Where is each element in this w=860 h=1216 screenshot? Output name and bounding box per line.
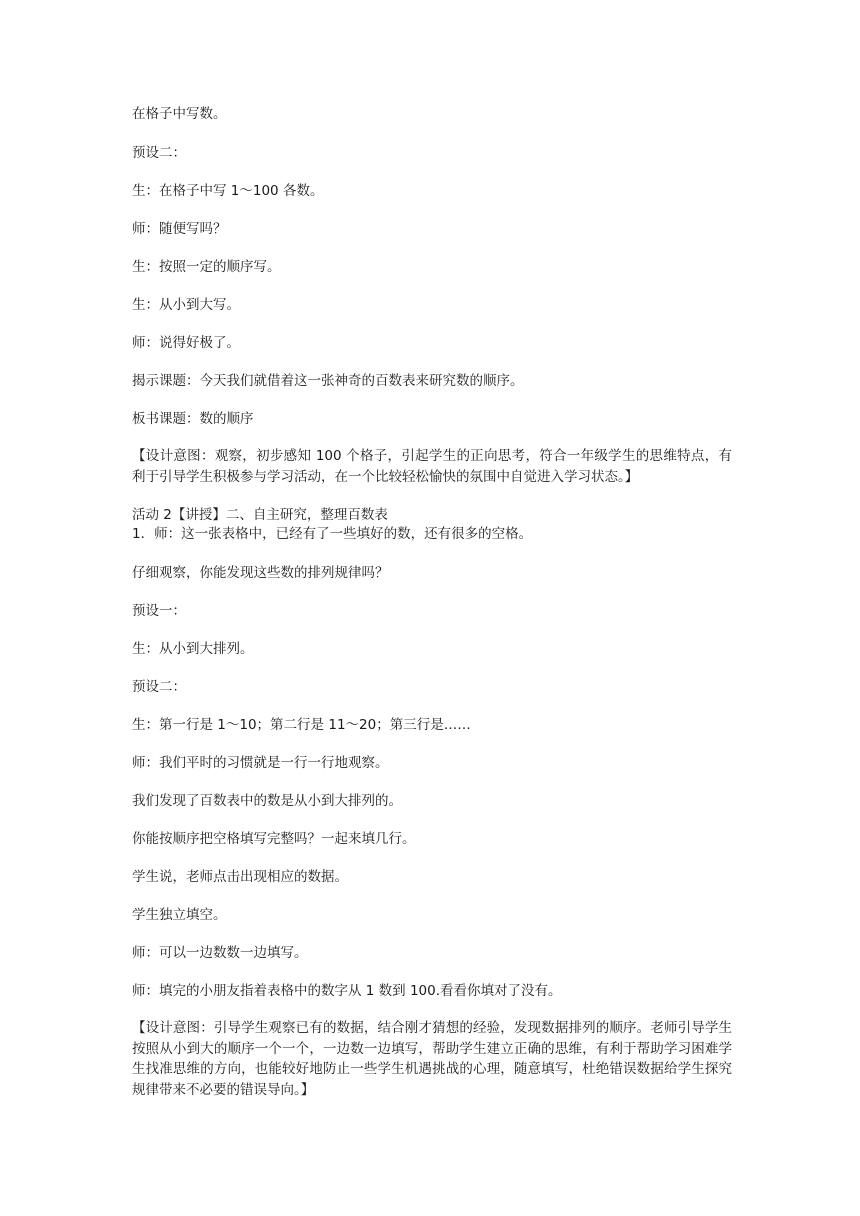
text-line: 师：填完的小朋友指着表格中的数字从 1 数到 100.看看你填对了没有。 [132,983,562,999]
design-intent-paragraph: 【设计意图：观察，初步感知 100 个格子，引起学生的正向思考，符合一年级学生的思维特点，有利于引导学生积极参与学习活动，在一个比较轻松愉快的氛围中自觉进入学习状态。】 [132,448,732,485]
text-line: 预设二： [132,679,186,695]
text-line: 揭示课题：今天我们就借着这一张神奇的百数表来研究数的顺序。 [132,373,524,389]
text-line: 师：我们平时的习惯就是一行一行地观察。 [132,755,389,771]
text-line: 师：可以一边数数一边填写。 [132,945,308,961]
text-line: 板书课题：数的顺序 [132,411,254,427]
text-line: 师：说得好极了。 [132,335,240,351]
text-line: 生：第一行是 1～10；第二行是 11～20；第三行是…… [132,717,471,733]
text-line: 生：按照一定的顺序写。 [132,259,281,275]
text-line: 你能按顺序把空格填写完整吗？一起来填几行。 [132,831,416,847]
text-line: 预设一： [132,603,186,619]
text-line: 在格子中写数。 [132,106,227,122]
text-line: 学生说，老师点击出现相应的数据。 [132,869,348,885]
text-line: 学生独立填空。 [132,907,227,923]
text-line: 我们发现了百数表中的数是从小到大排列的。 [132,793,402,809]
text-line: 预设二： [132,145,186,161]
text-line: 生：在格子中写 1～100 各数。 [132,183,324,199]
text-line: 生：从小到大写。 [132,297,240,313]
text-line: 1．师：这一张表格中，已经有了一些填好的数，还有很多的空格。 [132,526,533,542]
text-line: 生：从小到大排列。 [132,641,254,657]
activity-heading: 活动 2【讲授】二、自主研究，整理百数表 [132,507,388,523]
design-intent-paragraph: 【设计意图：引导学生观察已有的数据，结合刚才猜想的经验，发现数据排列的顺序。老师引导学生按照从小到大的顺序一个一个，一边数一边填写，帮助学生建立正确的思维，有利于帮助学习困难学生找准思维的方向，也能较好地防止一些学生机遇挑战的心理，随意填写，杜绝错误数据给学生探究规律带来不必要的错误导向。】 [132,1020,732,1098]
text-line: 仔细观察，你能发现这些数的排列规律吗？ [132,565,389,581]
text-line: 师：随便写吗？ [132,221,227,237]
